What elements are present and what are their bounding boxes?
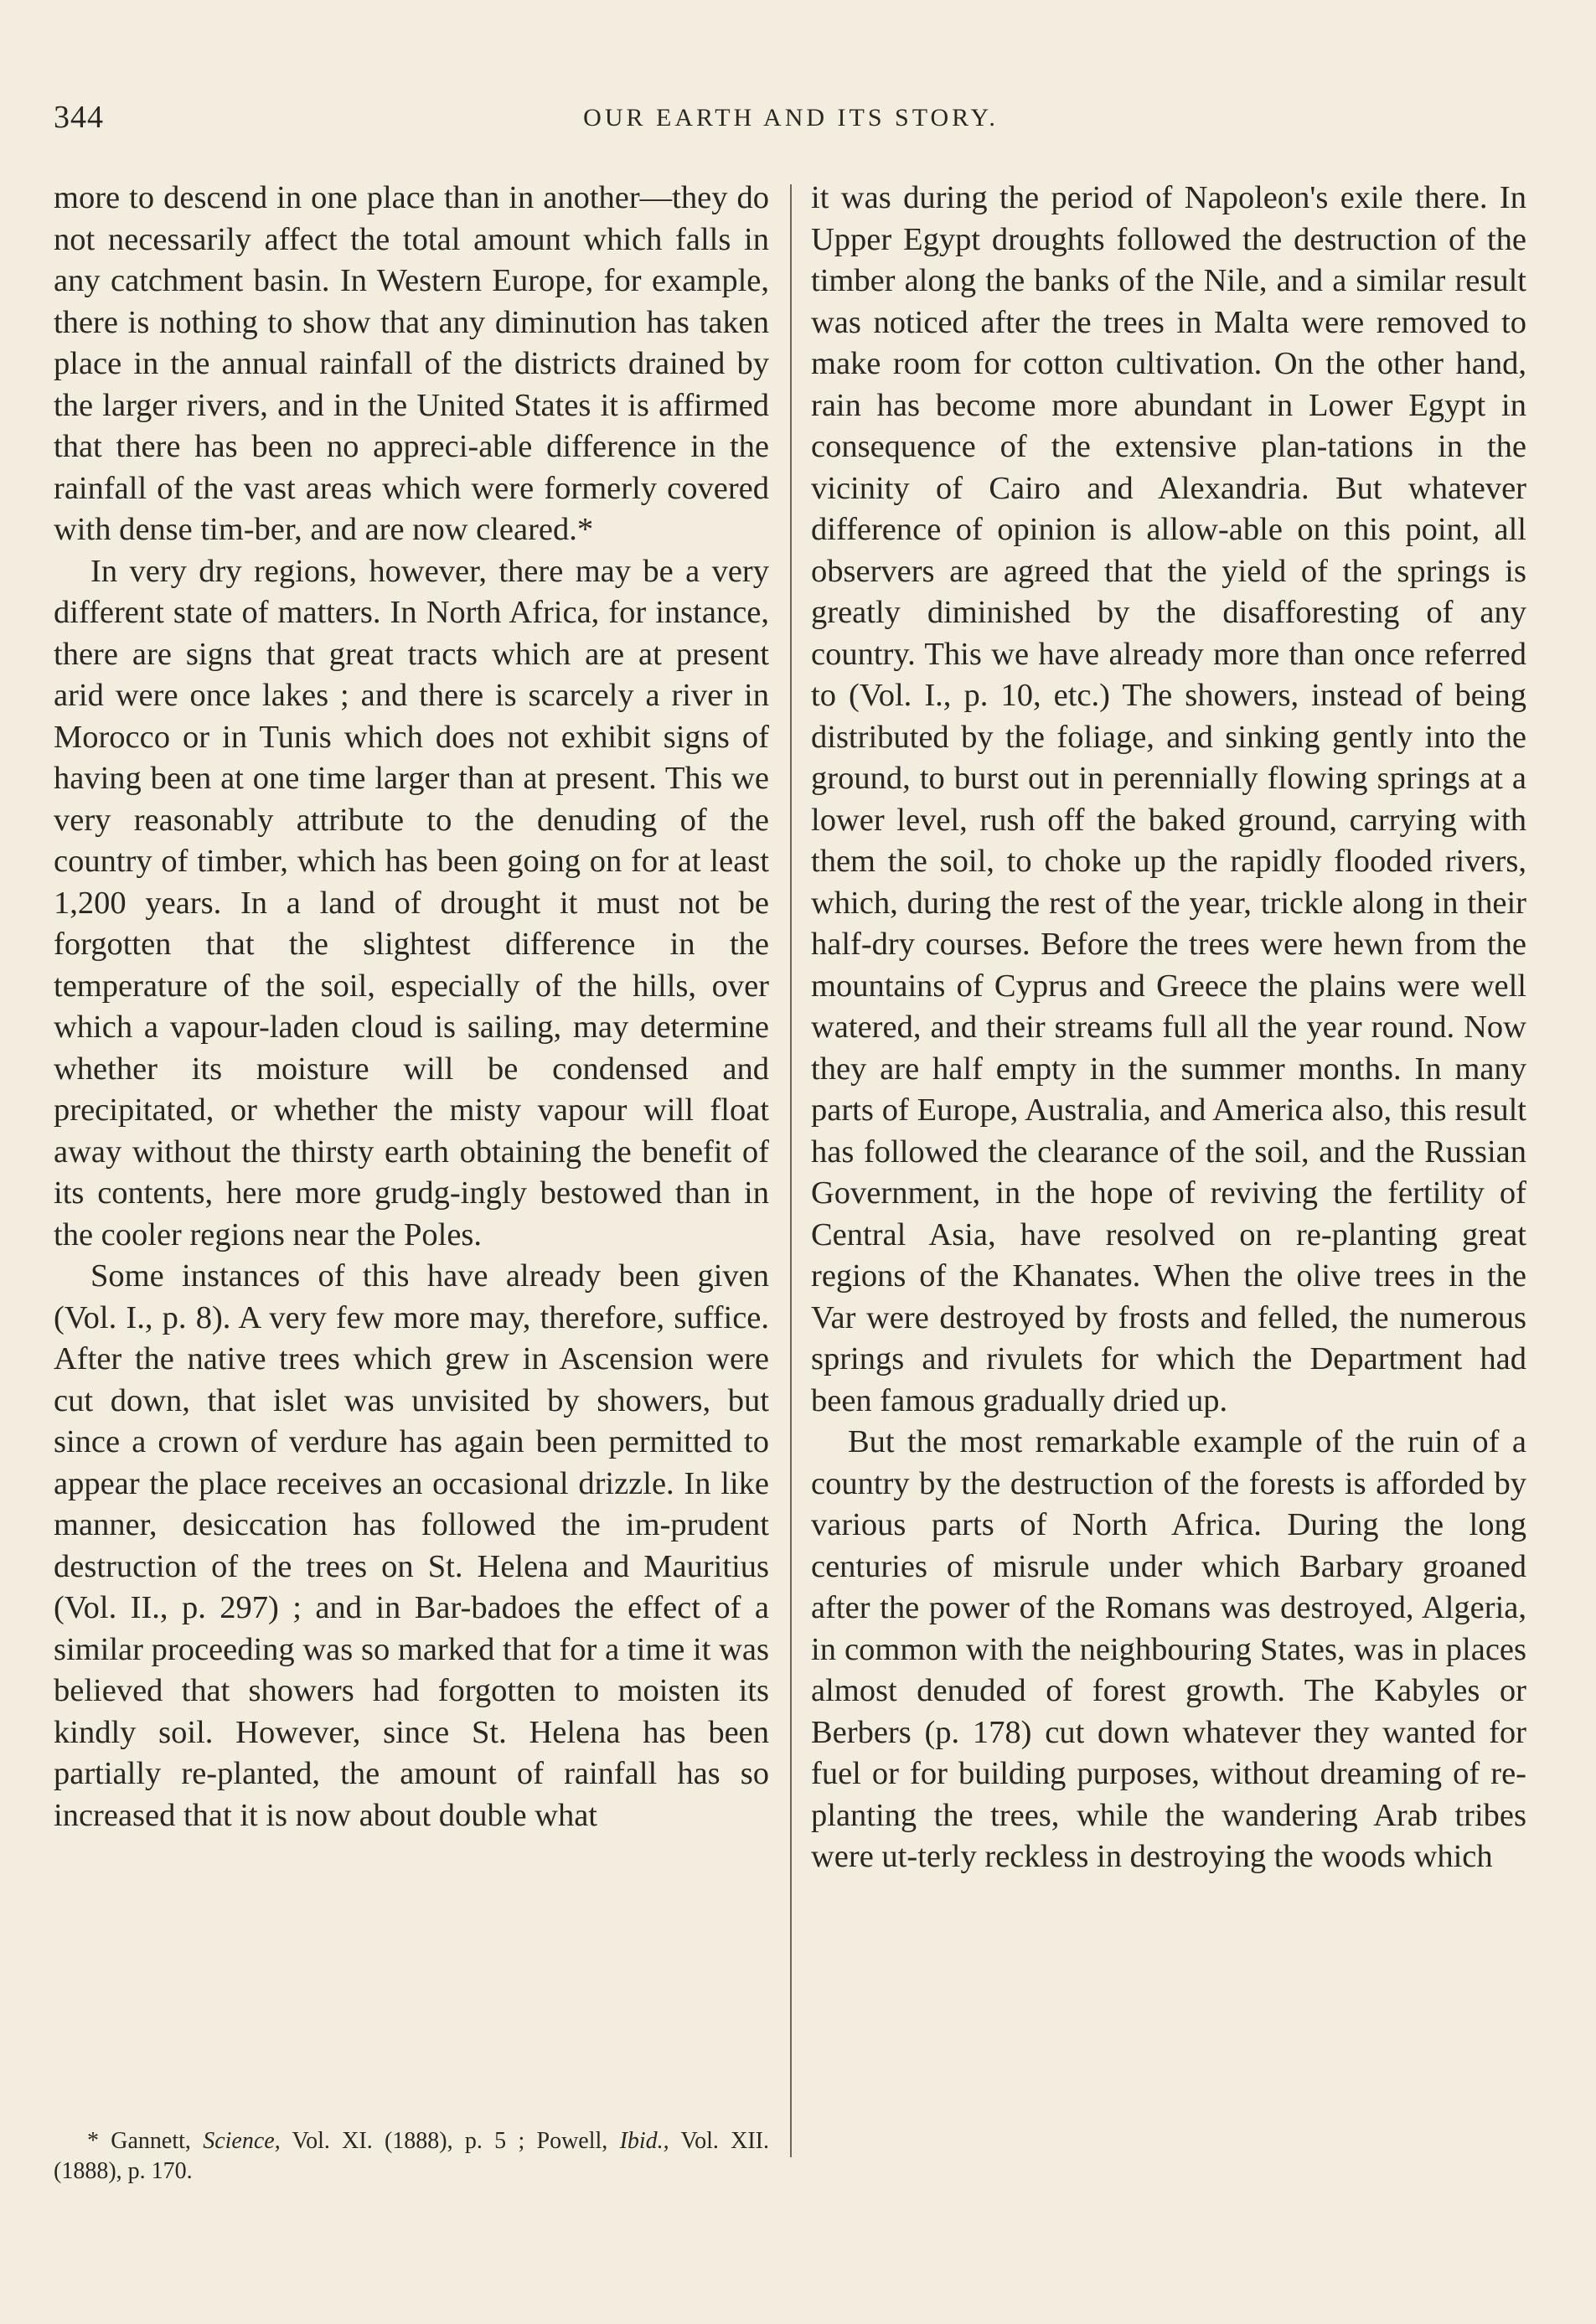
footnote-citation: Vol. XI. (1888), p. 5 ; Powell, [292, 2128, 608, 2154]
page-header [54, 99, 1528, 141]
footnote-citation-2: Vol. XII. (1888), p. 170. [54, 2128, 770, 2184]
paragraph: Some instances of this have already been given (Vol. I., p. 8). A very few more may, therefore, suffice. After the native trees which grew in Ascension were cut down, that islet was unvisited by showers, but since a crown of verdure has again been permitted to appear the place receives an occasional drizzle. In like manner, desiccation has followed the im-prudent destruction of the trees on St. Helena and Mauritius (Vol. II., p. 297) ; and in Bar-badoes the effect of a similar proceeding was so marked that for a time it was believed that showers had forgotten to moisten its kindly soil. However, since St. Helena has been partially re-planted, the amount of rainfall has so increased that it is now about double what [54, 1258, 769, 1833]
paragraph: In very dry regions, however, there may be a very different state of matters. In North Africa, for instance, there are signs that great tracts which are at present arid were once lakes ; and there is scarcely a river in Morocco or in Tunis which does not exhibit signs of having been at one time larger than at present. This we very reasonably attribute to the denuding of the country of timber, which has been going on for at least 1,200 years. In a land of drought it must not be forgotten that the slightest difference in the temperature of the soil, especially of the hills, over which a vapour-laden cloud is sailing, may determine whether its moisture will be condensed and precipitated, or whether the misty vapour will float away without the thirsty earth obtaining the benefit of its contents, here more grudg-ingly bestowed than in the cooler regions near the Poles. [54, 553, 769, 1252]
right-column [811, 178, 1526, 1878]
paragraph: But the most remarkable example of the ruin of a country by the destruction of the forests is afforded by various parts of North Africa. During the long centuries of misrule under which Barbary groaned after the power of the Romans was destroyed, Algeria, in common with the neighbouring States, was in places almost denuded of forest growth. The Kabyles or Berbers (p. 178) cut down whatever they wanted for fuel or for building purposes, without dreaming of re-planting the trees, while the wandering Arab tribes were ut-terly reckless in destroying the woods which [811, 1424, 1526, 1874]
footnote-marker: * [87, 2128, 99, 2154]
footnote-author: Gannett, [111, 2128, 191, 2154]
left-column [54, 178, 769, 1836]
column-divider [790, 184, 792, 2157]
paragraph: more to descend in one place than in another—they do not necessarily affect the total amount which falls in any catchment basin. In Western Europe, for example, there is nothing to show that any diminution has taken place in the annual rainfall of the districts drained by the larger rivers, and in the United States it is affirmed that there has been no appreci-able difference in the rainfall of the vast areas which were formerly covered with dense tim-ber, and are now cleared.* [54, 180, 769, 547]
footnote-ibid: Ibid., [619, 2128, 669, 2154]
footnote [54, 2126, 769, 2187]
paragraph: it was during the period of Napoleon's exile there. In Upper Egypt droughts followed the destruction of the timber along the banks of the Nile, and a similar result was noticed after the trees in Malta were removed to make room for cotton cultivation. On the other hand, rain has become more abundant in Lower Egypt in consequence of the extensive plan-tations in the vicinity of Cairo and Alexandria. But whatever difference of opinion is allow-able on this point, all observers are agreed that the yield of the springs is greatly diminished by the disafforesting of any country. This we have already more than once referred to (Vol. I., p. 10, etc.) The showers, instead of being distributed by the foliage, and sinking gently into the ground, to burst out in perennially flowing springs at a lower level, rush off the baked ground, carrying with them the soil, to choke up the rapidly flooded rivers, which, during the rest of the year, trickle along in their half-dry courses. Before the trees were hewn from the mountains of Cyprus and Greece the plains were well watered, and their streams full all the year round. Now they are half empty in the summer months. In many parts of Europe, Australia, and America also, this result has followed the clearance of the soil, and the Russian Government, in the hope of reviving the fertility of Central Asia, have resolved on re-planting great regions of the Khanates. When the olive trees in the Var were destroyed by frosts and felled, the numerous springs and rivulets for which the Department had been famous gradually dried up. [811, 180, 1526, 1418]
page-number: 344 [54, 100, 104, 135]
footnote-journal: Science, [203, 2128, 281, 2154]
running-head: OUR EARTH AND ITS STORY. [583, 104, 999, 132]
